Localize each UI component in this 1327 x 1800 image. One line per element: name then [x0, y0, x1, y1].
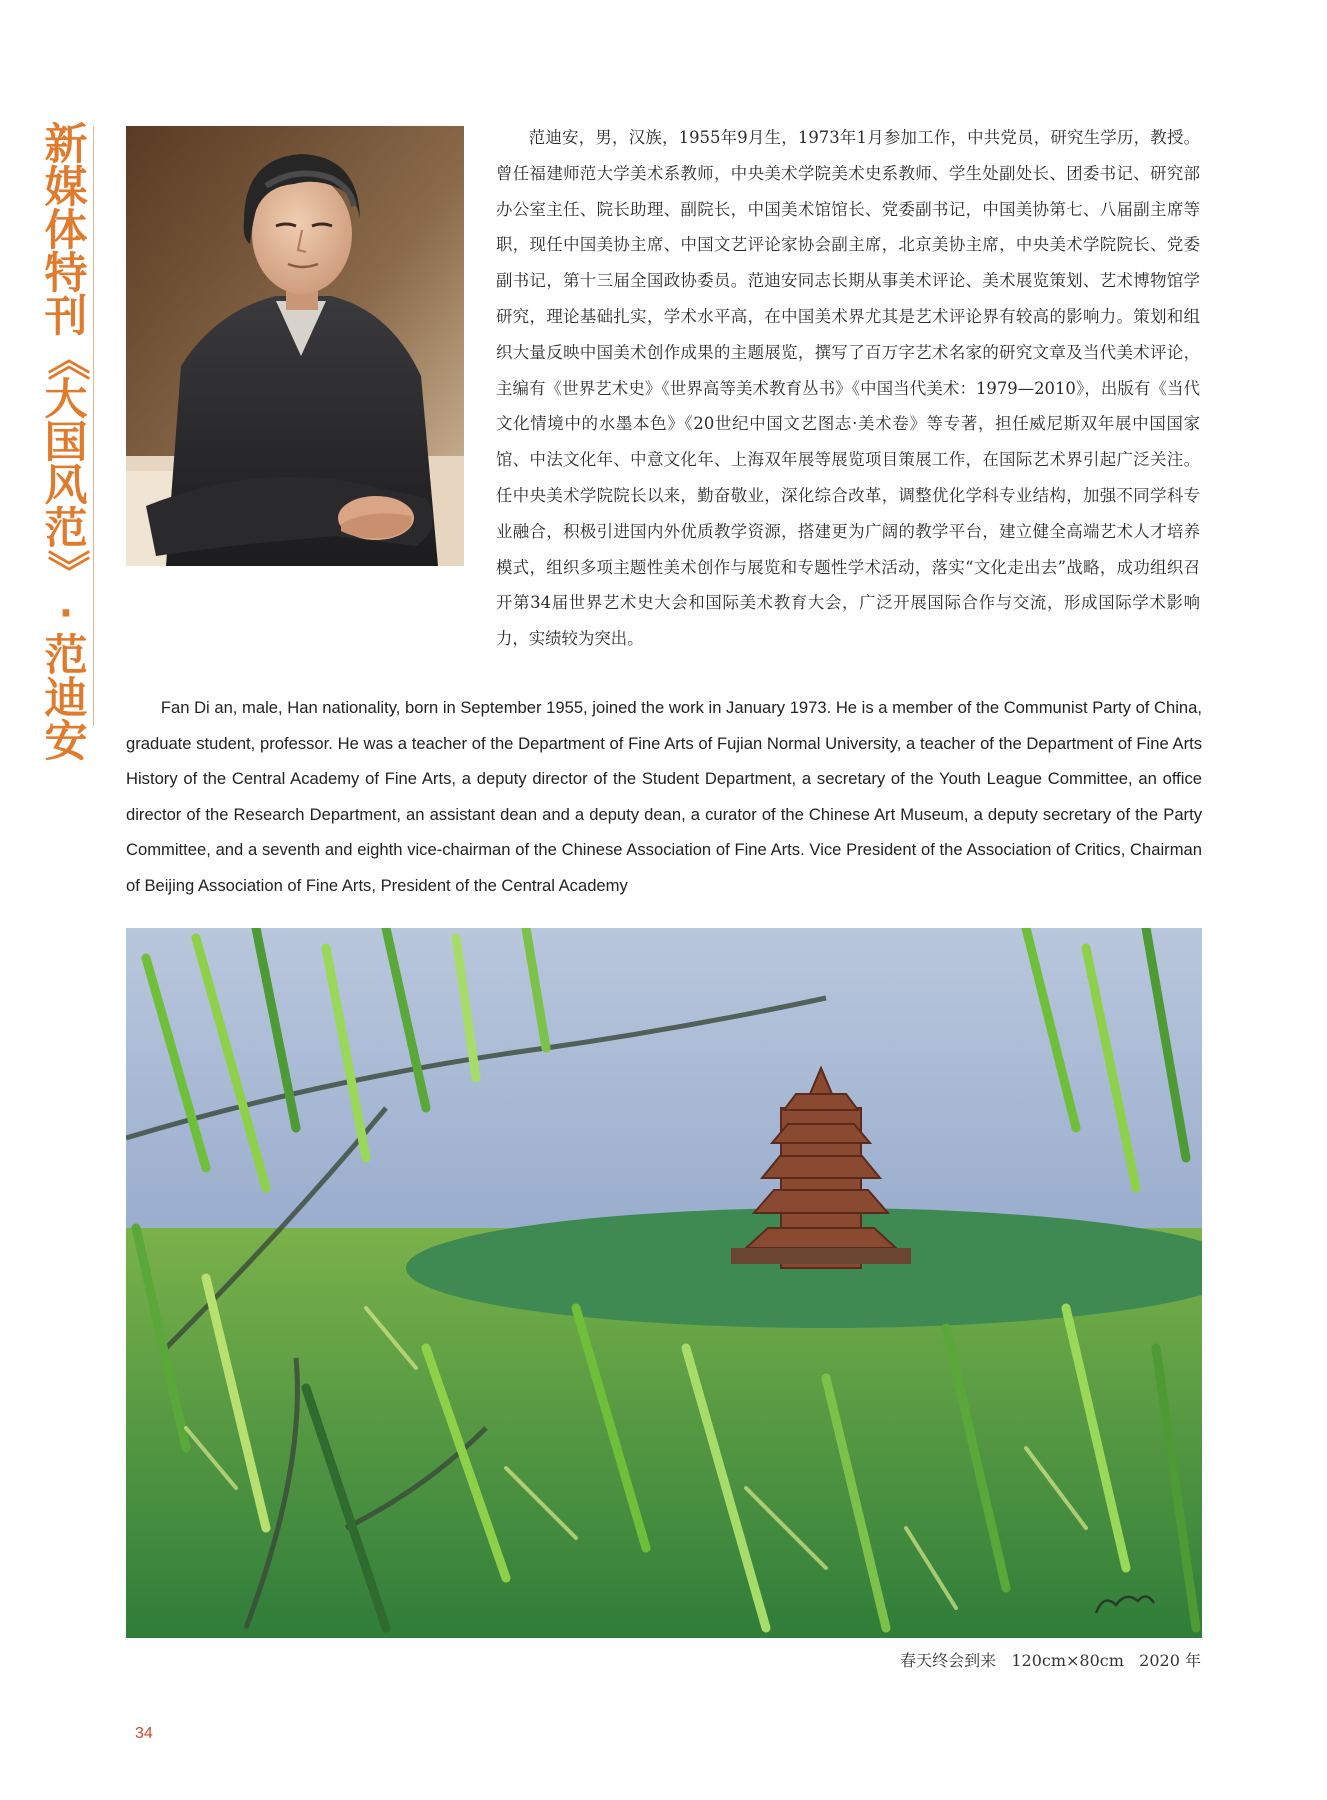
- side-title-char: 媒: [44, 163, 88, 213]
- side-title-char: 新: [44, 120, 88, 170]
- side-title-char: 安: [44, 717, 88, 767]
- side-title-bracket-close: 》: [41, 549, 91, 593]
- side-title: [38, 120, 94, 767]
- painting-image: [126, 928, 1202, 1638]
- side-title-part1: [44, 120, 88, 342]
- side-title-char: 大: [44, 375, 88, 425]
- portrait-illustration: [126, 126, 464, 566]
- side-title-char: 风: [44, 461, 88, 511]
- side-title-char: 国: [44, 418, 88, 468]
- side-title-char: 体: [44, 206, 88, 256]
- painting-illustration: [126, 928, 1202, 1638]
- side-divider: [93, 126, 94, 726]
- english-biography: Fan Di an, male, Han nationality, born in September 1955, joined the work in January 1973. He is a member of the Communist Party of China, graduate student, professor. He was a teacher of the Department of Fine Arts of Fujian Normal University, a teacher of the Department of Fine Arts History of the Central Academy of Fine Arts, a deputy director of the Student Department, a secretary of the Youth League Committee, an office director of the Research Department, an assistant dean and a deputy dean, a curator of the Chinese Art Museum, a deputy secretary of the Party Committee, and a seventh and eighth vice-chairman of the Chinese Association of Fine Arts. Vice President of the Association of Critics, Chairman of Beijing Association of Fine Arts, President of the Central Academy: [126, 698, 1202, 895]
- side-title-dot: ·: [58, 591, 74, 635]
- side-title-char: 范: [44, 504, 88, 554]
- side-title-part2: [44, 375, 88, 554]
- portrait-photo: [126, 126, 464, 566]
- page-number: 34: [135, 1725, 153, 1742]
- side-title-char: 范: [44, 631, 88, 681]
- side-title-char: 特: [44, 249, 88, 299]
- side-title-bracket-open: 《: [41, 337, 91, 381]
- side-title-char: 刊: [44, 292, 88, 342]
- chinese-biography: 范迪安，男，汉族，1955年9月生，1973年1月参加工作，中共党员，研究生学历，教授。曾任福建师范大学美术系教师，中央美术学院美术史系教师、学生处副处长、团委书记、研究部办公室主任、院长助理、副院长，中国美术馆馆长、党委副书记，中国美协第七、八届副主席等职，现任中国美协主席、中国文艺评论家协会副主席，北京美协主席，中央美术学院院长、党委副书记，第十三届全国政协委员。范迪安同志长期从事美术评论、美术展览策划、艺术博物馆学研究，理论基础扎实，学术水平高，在中国美术界尤其是艺术评论界有较高的影响力。策划和组织大量反映中国美术创作成果的主题展览，撰写了百万字艺术名家的研究文章及当代美术评论，主编有《世界艺术史》《世界高等美术教育丛书》《中国当代美术：1979—2010》，出版有《当代文化情境中的水墨本色》《20世纪中国文艺图志·美术卷》等专著，担任威尼斯双年展中国国家馆、中法文化年、中意文化年、上海双年展等展览项目策展工作，在国际艺术界引起广泛关注。任中央美术学院院长以来，勤奋敬业，深化综合改革，调整优化学科专业结构，加强不同学科专业融合，积极引进国内外优质教学资源，搭建更为广阔的教学平台，建立健全高端艺术人才培养模式，组织多项主题性美术创作与展览和专题性学术活动，落实“文化走出去”战略，成功组织召开第34届世界艺术史大会和国际美术教育大会，广泛开展国际合作与交流，形成国际学术影响力，实绩较为突出。: [496, 128, 1200, 649]
- painting-caption: 春天终会到来 120cm×80cm 2020 年: [900, 1651, 1201, 1670]
- side-title-part3: [44, 631, 88, 767]
- side-title-char: 迪: [44, 674, 88, 724]
